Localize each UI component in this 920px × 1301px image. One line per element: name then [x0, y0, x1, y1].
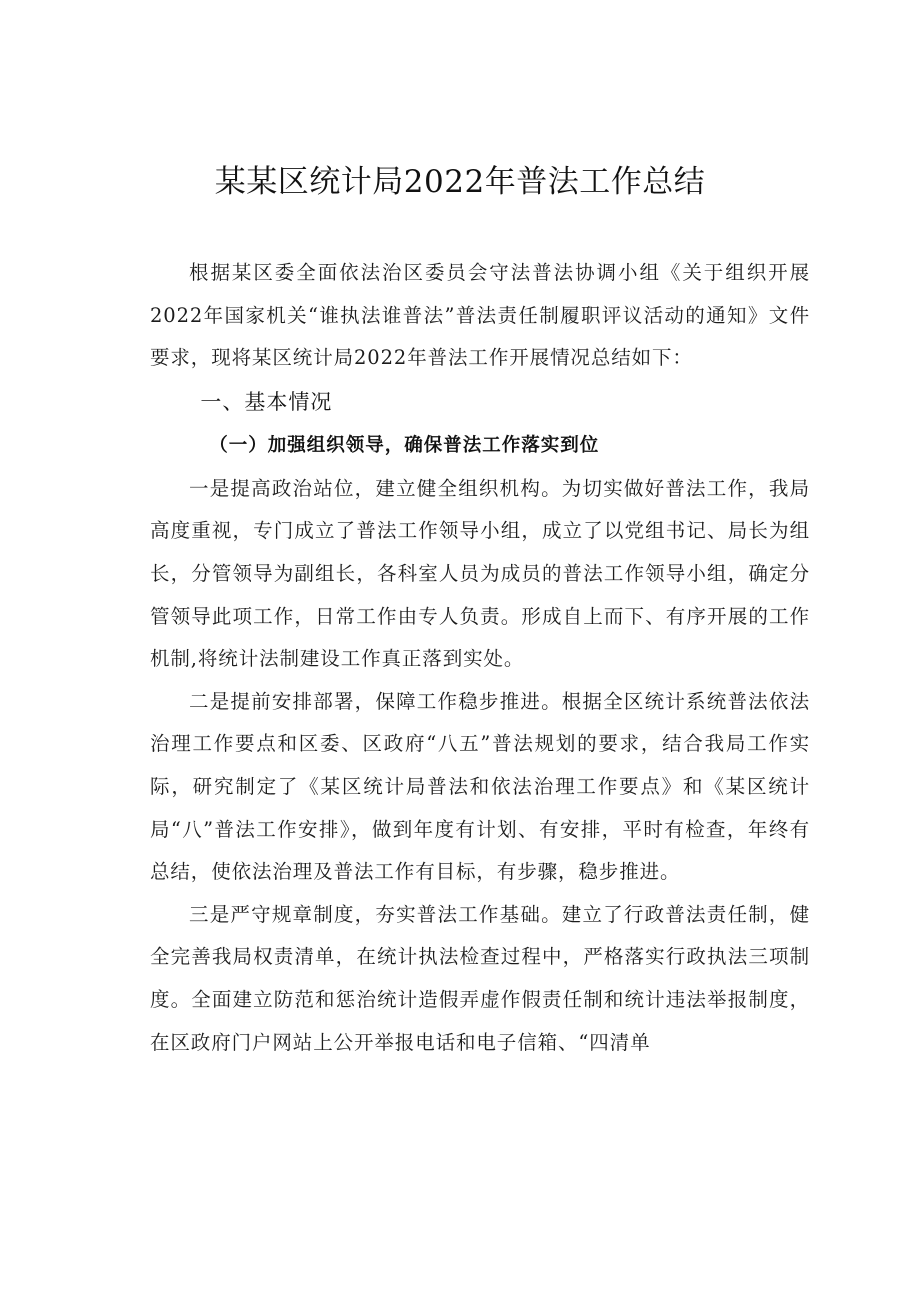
paragraph-advance-planning: 二是提前安排部署，保障工作稳步推进。根据全区统计系统普法依法治理工作要点和区委、区政府“八五”普法规划的要求，结合我局工作实际，研究制定了《某区统计局普法和依法治理工作要点》和《某区统计局“八”普法工作安排》，做到年度有计划、有安排，平时有检查，年终有总结，使依法治理及普法工作有目标，有步骤，稳步推进。: [150, 689, 810, 884]
document-body: [150, 252, 810, 1064]
subsection-heading-organization: （一）加强组织领导，确保普法工作落实到位: [209, 434, 600, 456]
paragraph-political-stance: 一是提高政治站位，建立健全组织机构。为切实做好普法工作，我局高度重视，专门成立了普法工作领导小组，成立了以党组书记、局长为组长，分管领导为副组长，各科室人员为成员的普法工作领导小组，确定分管领导此项工作，日常工作由专人负责。形成自上而下、有序开展的工作机制,将统计法制建设工作真正落到实处。: [150, 476, 810, 671]
paragraph-rules-system: 三是严守规章制度，夯实普法工作基础。建立了行政普法责任制，健全完善我局权责清单，在统计执法检查过程中，严格落实行政执法三项制度。全面建立防范和惩治统计造假弄虚作假责任制和统计违法举报制度，在区政府门户网站上公开举报电话和电子信箱、“四清单: [150, 902, 810, 1054]
intro-paragraph: 根据某区委全面依法治区委员会守法普法协调小组《关于组织开展2022年国家机关“谁执法谁普法”普法责任制履职评议活动的通知》文件要求，现将某区统计局2022年普法工作开展情况总结如下：: [150, 261, 810, 370]
section-heading-basic-situation: 一、基本情况: [200, 389, 333, 414]
document-title: 某某区统计局2022年普法工作总结: [214, 164, 706, 200]
